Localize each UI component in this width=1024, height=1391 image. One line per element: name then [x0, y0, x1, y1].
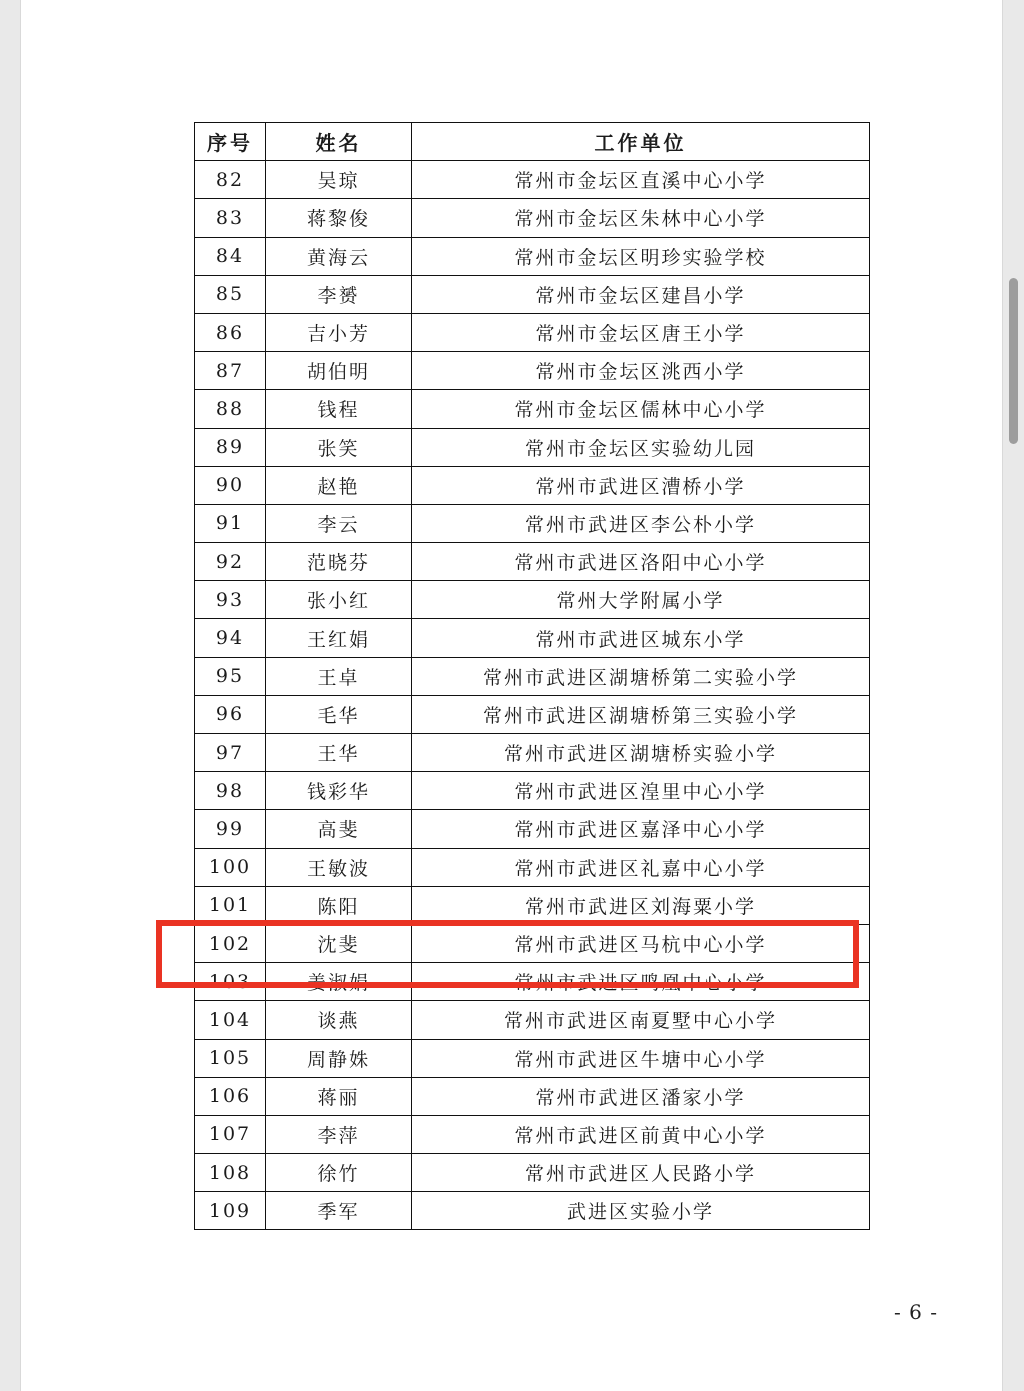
table-row — [195, 161, 870, 199]
serial-cell: 97 — [195, 734, 266, 772]
table-row — [195, 1001, 870, 1039]
workplace-cell: 常州市武进区潘家小学 — [412, 1077, 870, 1115]
name-cell: 吴琼 — [266, 161, 412, 199]
serial-cell: 107 — [195, 1115, 266, 1153]
table-row — [195, 428, 870, 466]
serial-cell: 87 — [195, 352, 266, 390]
name-cell: 谈燕 — [266, 1001, 412, 1039]
page-number: - 6 - — [894, 1300, 938, 1324]
table-row — [195, 772, 870, 810]
name-cell: 王敏波 — [266, 848, 412, 886]
serial-cell: 90 — [195, 466, 266, 504]
staff-table — [194, 122, 870, 1230]
table-row — [195, 1077, 870, 1115]
name-cell: 高斐 — [266, 810, 412, 848]
table-row — [195, 619, 870, 657]
workplace-cell: 常州市金坛区直溪中心小学 — [412, 161, 870, 199]
serial-cell: 98 — [195, 772, 266, 810]
name-cell: 王卓 — [266, 657, 412, 695]
name-cell: 赵艳 — [266, 466, 412, 504]
table-row-highlighted — [195, 924, 870, 962]
table-row — [195, 313, 870, 351]
document-page — [20, 0, 1003, 1391]
name-cell: 王华 — [266, 734, 412, 772]
workplace-cell: 常州市武进区南夏墅中心小学 — [412, 1001, 870, 1039]
name-cell: 沈斐 — [266, 924, 412, 962]
table-row — [195, 963, 870, 1001]
serial-cell: 106 — [195, 1077, 266, 1115]
scrollbar-thumb[interactable] — [1009, 278, 1018, 444]
serial-cell: 109 — [195, 1192, 266, 1230]
serial-cell: 82 — [195, 161, 266, 199]
serial-cell: 105 — [195, 1039, 266, 1077]
workplace-cell: 常州市武进区礼嘉中心小学 — [412, 848, 870, 886]
name-cell: 季军 — [266, 1192, 412, 1230]
workplace-cell: 常州市武进区城东小学 — [412, 619, 870, 657]
header-serial-number: 序号 — [195, 123, 266, 161]
name-cell: 蒋丽 — [266, 1077, 412, 1115]
serial-cell: 95 — [195, 657, 266, 695]
name-cell: 姜淑娟 — [266, 963, 412, 1001]
workplace-cell: 常州市金坛区唐王小学 — [412, 313, 870, 351]
serial-cell: 85 — [195, 275, 266, 313]
table-row — [195, 848, 870, 886]
name-cell: 钱彩华 — [266, 772, 412, 810]
workplace-cell: 常州市武进区嘉泽中心小学 — [412, 810, 870, 848]
name-cell: 钱程 — [266, 390, 412, 428]
workplace-cell: 常州市武进区李公朴小学 — [412, 504, 870, 542]
serial-cell: 84 — [195, 237, 266, 275]
table-row — [195, 581, 870, 619]
table-row — [195, 1115, 870, 1153]
table-row — [195, 275, 870, 313]
workplace-cell: 常州市金坛区儒林中心小学 — [412, 390, 870, 428]
serial-cell: 83 — [195, 199, 266, 237]
serial-cell: 94 — [195, 619, 266, 657]
serial-cell: 101 — [195, 886, 266, 924]
table-row — [195, 1154, 870, 1192]
serial-cell: 102 — [195, 924, 266, 962]
workplace-cell: 常州市武进区马杭中心小学 — [412, 924, 870, 962]
name-cell: 黄海云 — [266, 237, 412, 275]
name-cell: 胡伯明 — [266, 352, 412, 390]
name-cell: 李云 — [266, 504, 412, 542]
header-name: 姓名 — [266, 123, 412, 161]
serial-cell: 104 — [195, 1001, 266, 1039]
table-row — [195, 657, 870, 695]
table-row — [195, 352, 870, 390]
table-row — [195, 466, 870, 504]
table-row — [195, 504, 870, 542]
serial-cell: 92 — [195, 543, 266, 581]
name-cell: 张笑 — [266, 428, 412, 466]
table-row — [195, 390, 870, 428]
serial-cell: 89 — [195, 428, 266, 466]
table-header-row — [195, 123, 870, 161]
workplace-cell: 武进区实验小学 — [412, 1192, 870, 1230]
table-row — [195, 199, 870, 237]
workplace-cell: 常州大学附属小学 — [412, 581, 870, 619]
workplace-cell: 常州市金坛区朱林中心小学 — [412, 199, 870, 237]
workplace-cell: 常州市武进区湖塘桥实验小学 — [412, 734, 870, 772]
name-cell: 蒋黎俊 — [266, 199, 412, 237]
table-row — [195, 810, 870, 848]
table-row — [195, 886, 870, 924]
serial-cell: 99 — [195, 810, 266, 848]
table-row — [195, 1039, 870, 1077]
name-cell: 范晓芬 — [266, 543, 412, 581]
name-cell: 吉小芳 — [266, 313, 412, 351]
serial-cell: 96 — [195, 695, 266, 733]
name-cell: 李萍 — [266, 1115, 412, 1153]
workplace-cell: 常州市武进区漕桥小学 — [412, 466, 870, 504]
workplace-cell: 常州市武进区人民路小学 — [412, 1154, 870, 1192]
workplace-cell: 常州市武进区湟里中心小学 — [412, 772, 870, 810]
serial-cell: 100 — [195, 848, 266, 886]
name-cell: 李赟 — [266, 275, 412, 313]
workplace-cell: 常州市武进区洛阳中心小学 — [412, 543, 870, 581]
workplace-cell: 常州市武进区湖塘桥第二实验小学 — [412, 657, 870, 695]
workplace-cell: 常州市武进区前黄中心小学 — [412, 1115, 870, 1153]
table-row — [195, 734, 870, 772]
workplace-cell: 常州市金坛区洮西小学 — [412, 352, 870, 390]
serial-cell: 93 — [195, 581, 266, 619]
serial-cell: 108 — [195, 1154, 266, 1192]
workplace-cell: 常州市武进区湖塘桥第三实验小学 — [412, 695, 870, 733]
serial-cell: 86 — [195, 313, 266, 351]
workplace-cell: 常州市金坛区明珍实验学校 — [412, 237, 870, 275]
name-cell: 周静姝 — [266, 1039, 412, 1077]
name-cell: 毛华 — [266, 695, 412, 733]
serial-cell: 103 — [195, 963, 266, 1001]
workplace-cell: 常州市金坛区建昌小学 — [412, 275, 870, 313]
name-cell: 张小红 — [266, 581, 412, 619]
name-cell: 徐竹 — [266, 1154, 412, 1192]
workplace-cell: 常州市武进区鸣凰中心小学 — [412, 963, 870, 1001]
workplace-cell: 常州市武进区刘海粟小学 — [412, 886, 870, 924]
header-workplace: 工作单位 — [412, 123, 870, 161]
table-row — [195, 1192, 870, 1230]
name-cell: 王红娟 — [266, 619, 412, 657]
serial-cell: 88 — [195, 390, 266, 428]
workplace-cell: 常州市金坛区实验幼儿园 — [412, 428, 870, 466]
workplace-cell: 常州市武进区牛塘中心小学 — [412, 1039, 870, 1077]
table-row — [195, 695, 870, 733]
table-row — [195, 543, 870, 581]
table-row — [195, 237, 870, 275]
serial-cell: 91 — [195, 504, 266, 542]
name-cell: 陈阳 — [266, 886, 412, 924]
